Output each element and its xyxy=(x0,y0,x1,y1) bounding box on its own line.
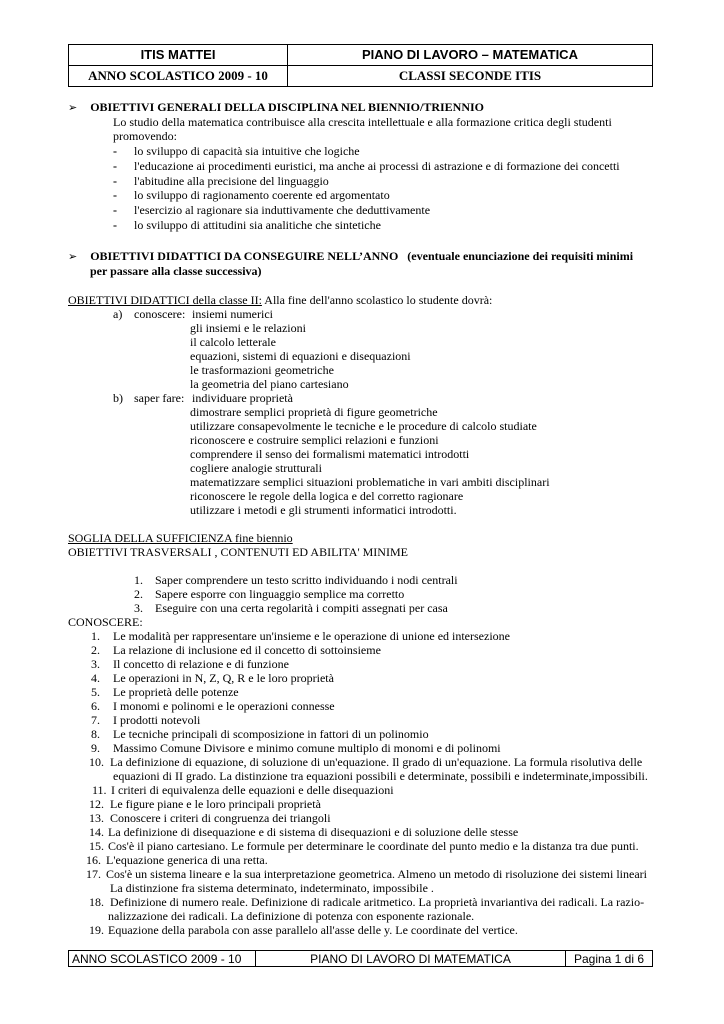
arrow-bullet-icon: ➢ xyxy=(68,101,78,114)
conoscere-item-number: 4. xyxy=(91,671,100,685)
section1-item: l'abitudine alla precisione del linguaggio xyxy=(134,173,329,188)
conoscere-item-text: Le operazioni in N, Z, Q, R e le loro proprietà xyxy=(113,671,334,685)
objectives-heading-rest: Alla fine dell'anno scolastico lo studente dovrà: xyxy=(261,293,493,307)
section1-item: l'esercizio al ragionare sia induttivamente che deduttivamente xyxy=(134,203,431,218)
conoscere-item-text: L'equazione generica di una retta. xyxy=(106,853,268,867)
conoscere-item-text: Le proprietà delle potenze xyxy=(113,685,239,699)
conoscere-item-number: 2. xyxy=(91,643,100,657)
dash-bullet-icon: - xyxy=(113,144,117,158)
section1-intro-line1: Lo studio della matematica contribuisce alla crescita intellettuale e alla formazione critica degli studenti xyxy=(113,115,612,129)
objective-b-item: comprendere il senso dei formalismi matematici introdotti xyxy=(190,447,470,461)
conoscere-item-text: Definizione di numero reale. Definizione di radicale aritmetico. La proprietà invariantiva dei radicali. La razio- xyxy=(110,895,645,909)
conoscere-item-text: Cos'è il piano cartesiano. Le formule per determinare le coordinate del punto medio e la distanza tra due punti. xyxy=(108,839,639,853)
objective-a-label: a) xyxy=(113,307,123,321)
threshold-subheading: OBIETTIVI TRASVERSALI , CONTENUTI ED ABILITA' MINIME xyxy=(68,545,408,559)
objective-b-title: saper fare: xyxy=(134,391,185,405)
threshold-item-number: 3. xyxy=(134,601,143,615)
conoscere-item-number: 9. xyxy=(91,741,100,755)
conoscere-item-number: 19. xyxy=(89,923,104,937)
conoscere-item-number: 15. xyxy=(89,839,104,853)
dash-bullet-icon: - xyxy=(113,188,117,203)
section2-note2: per passare alla classe successiva) xyxy=(90,264,262,278)
threshold-item-text: Eseguire con una certa regolarità i compiti assegnati per casa xyxy=(155,601,448,615)
conoscere-item-text: nalizzazione dei radicali. La definizione di potenza con esponente razionale. xyxy=(108,909,475,923)
footer-table xyxy=(68,950,653,967)
dash-bullet-icon: - xyxy=(113,158,117,173)
conoscere-item-text: Le figure piane e le loro principali proprietà xyxy=(110,797,321,811)
conoscere-item-number: 11. xyxy=(92,783,107,797)
dash-bullet-icon: - xyxy=(113,203,117,218)
objective-a-item: la geometria del piano cartesiano xyxy=(190,377,349,391)
conoscere-item-number: 7. xyxy=(91,713,100,727)
objectives-heading-underlined: OBIETTIVI DIDATTICI della classe II: xyxy=(68,293,262,307)
school-year: ANNO SCOLASTICO 2009 - 10 xyxy=(69,66,288,87)
conoscere-item-text: Le tecniche principali di scomposizione in fattori di un polinomio xyxy=(113,727,429,741)
objective-a-item: il calcolo letterale xyxy=(190,335,276,349)
conoscere-item-number: 10. xyxy=(89,755,104,769)
footer-title: PIANO DI LAVORO DI MATEMATICA xyxy=(256,951,566,967)
conoscere-item-text: I monomi e polinomi e le operazioni connesse xyxy=(113,699,335,713)
section1-item: l'educazione ai procedimenti euristici, ma anche ai processi di astrazione e di formazione dei concetti xyxy=(134,158,620,173)
conoscere-item-number: 14. xyxy=(89,825,104,839)
conoscere-item-text: I criteri di equivalenza delle equazioni e delle disequazioni xyxy=(111,783,394,797)
header-table xyxy=(68,44,653,87)
conoscere-item-text: La distinzione fra sistema determinato, indeterminato, impossibile . xyxy=(110,881,434,895)
section2-title: OBIETTIVI DIDATTICI DA CONSEGUIRE NELL’ANNO xyxy=(90,249,399,263)
objective-b-label: b) xyxy=(113,391,123,405)
objective-a-item: gli insiemi e le relazioni xyxy=(190,321,306,335)
conoscere-item-number: 5. xyxy=(91,685,100,699)
threshold-item-number: 1. xyxy=(134,573,143,587)
plan-title: PIANO DI LAVORO – MATEMATICA xyxy=(288,45,653,66)
conoscere-item-number: 18. xyxy=(89,895,104,909)
threshold-item-text: Sapere esporre con linguaggio semplice ma corretto xyxy=(155,587,405,601)
conoscere-item-number: 3. xyxy=(91,657,100,671)
section1-intro-line2: promovendo: xyxy=(113,129,177,143)
school-name: ITIS MATTEI xyxy=(69,45,288,66)
conoscere-item-text: Il concetto di relazione e di funzione xyxy=(113,657,289,671)
arrow-bullet-icon: ➢ xyxy=(68,250,78,263)
objective-b-item: matematizzare semplici situazioni problematiche in vari ambiti disciplinari xyxy=(190,475,550,489)
section1-item: lo sviluppo di attitudini sia analitiche che sintetiche xyxy=(134,218,381,232)
classes-label: CLASSI SECONDE ITIS xyxy=(288,66,653,87)
objective-b-item: individuare proprietà xyxy=(192,391,293,405)
objective-a-title: conoscere: xyxy=(134,307,186,321)
conoscere-item-number: 12. xyxy=(89,797,104,811)
footer-year: ANNO SCOLASTICO 2009 - 10 xyxy=(69,951,256,967)
section2-heading xyxy=(68,249,633,264)
conoscere-item-number: 17. xyxy=(86,867,101,881)
objective-b-item: dimostrare semplici proprietà di figure geometriche xyxy=(190,405,438,419)
section1-item: lo sviluppo di capacità sia intuitive che logiche xyxy=(134,144,360,158)
conoscere-item-text: Cos'è un sistema lineare e la sua interpretazione geometrica. Almeno un metodo di risoluzione dei sistemi lineari xyxy=(106,867,648,881)
conoscere-item-text: La definizione di equazione, di soluzione di un'equazione. Il grado di un'equazione. La formula risolutiva delle xyxy=(110,755,643,769)
conoscere-item-number: 8. xyxy=(91,727,100,741)
dash-bullet-icon: - xyxy=(113,218,117,232)
objectives-heading xyxy=(68,293,492,307)
conoscere-item-text: equazioni di II grado. La distinzione tra equazioni possibili e determinate, possibili e indeterminate,impossibili. xyxy=(113,769,648,783)
objective-b-item: utilizzare consapevolmente le tecniche e le procedure di calcolo studiate xyxy=(190,419,537,433)
conoscere-item-number: 16. xyxy=(86,853,101,867)
conoscere-item-text: Conoscere i criteri di congruenza dei triangoli xyxy=(110,811,331,825)
objective-b-item: cogliere analogie strutturali xyxy=(190,461,322,475)
conoscere-item-text: La definizione di disequazione e di sistema di disequazioni e di soluzione delle stesse xyxy=(108,825,519,839)
threshold-item-text: Saper comprendere un testo scritto individuando i nodi centrali xyxy=(155,573,458,587)
section2-note: (eventuale enunciazione dei requisiti minimi xyxy=(407,249,634,263)
conoscere-item-text: Massimo Comune Divisore e minimo comune multiplo di monomi e di polinomi xyxy=(113,741,501,755)
section1-heading xyxy=(68,100,484,115)
conoscere-item-number: 6. xyxy=(91,699,100,713)
conoscere-item-text: La relazione di inclusione ed il concetto di sottoinsieme xyxy=(113,643,381,657)
objective-a-item: le trasformazioni geometriche xyxy=(190,363,334,377)
threshold-item-number: 2. xyxy=(134,587,143,601)
conoscere-item-text: Le modalità per rappresentare un'insieme e le operazione di unione ed intersezione xyxy=(113,629,510,643)
conoscere-item-text: Equazione della parabola con asse parallelo all'asse delle y. Le coordinate del vertice. xyxy=(108,923,518,937)
objective-a-item: equazioni, sistemi di equazioni e disequazioni xyxy=(190,349,411,363)
section1-title: OBIETTIVI GENERALI DELLA DISCIPLINA NEL BIENNIO/TRIENNIO xyxy=(90,100,484,114)
threshold-heading: SOGLIA DELLA SUFFICIENZA fine biennio xyxy=(68,531,293,545)
objective-b-item: riconoscere le regole della logica e del corretto ragionare xyxy=(190,489,464,503)
conoscere-item-text: I prodotti notevoli xyxy=(113,713,201,727)
section1-item: lo sviluppo di ragionamento coerente ed argomentato xyxy=(134,188,390,203)
conoscere-item-number: 1. xyxy=(91,629,100,643)
conoscere-heading: CONOSCERE: xyxy=(68,615,143,629)
footer-page: Pagina 1 di 6 xyxy=(566,951,653,967)
objective-a-item: insiemi numerici xyxy=(192,307,273,321)
objective-b-item: utilizzare i metodi e gli strumenti informatici introdotti. xyxy=(190,503,457,517)
objective-b-item: riconoscere e costruire semplici relazioni e funzioni xyxy=(190,433,439,447)
dash-bullet-icon: - xyxy=(113,173,117,188)
conoscere-item-number: 13. xyxy=(89,811,104,825)
